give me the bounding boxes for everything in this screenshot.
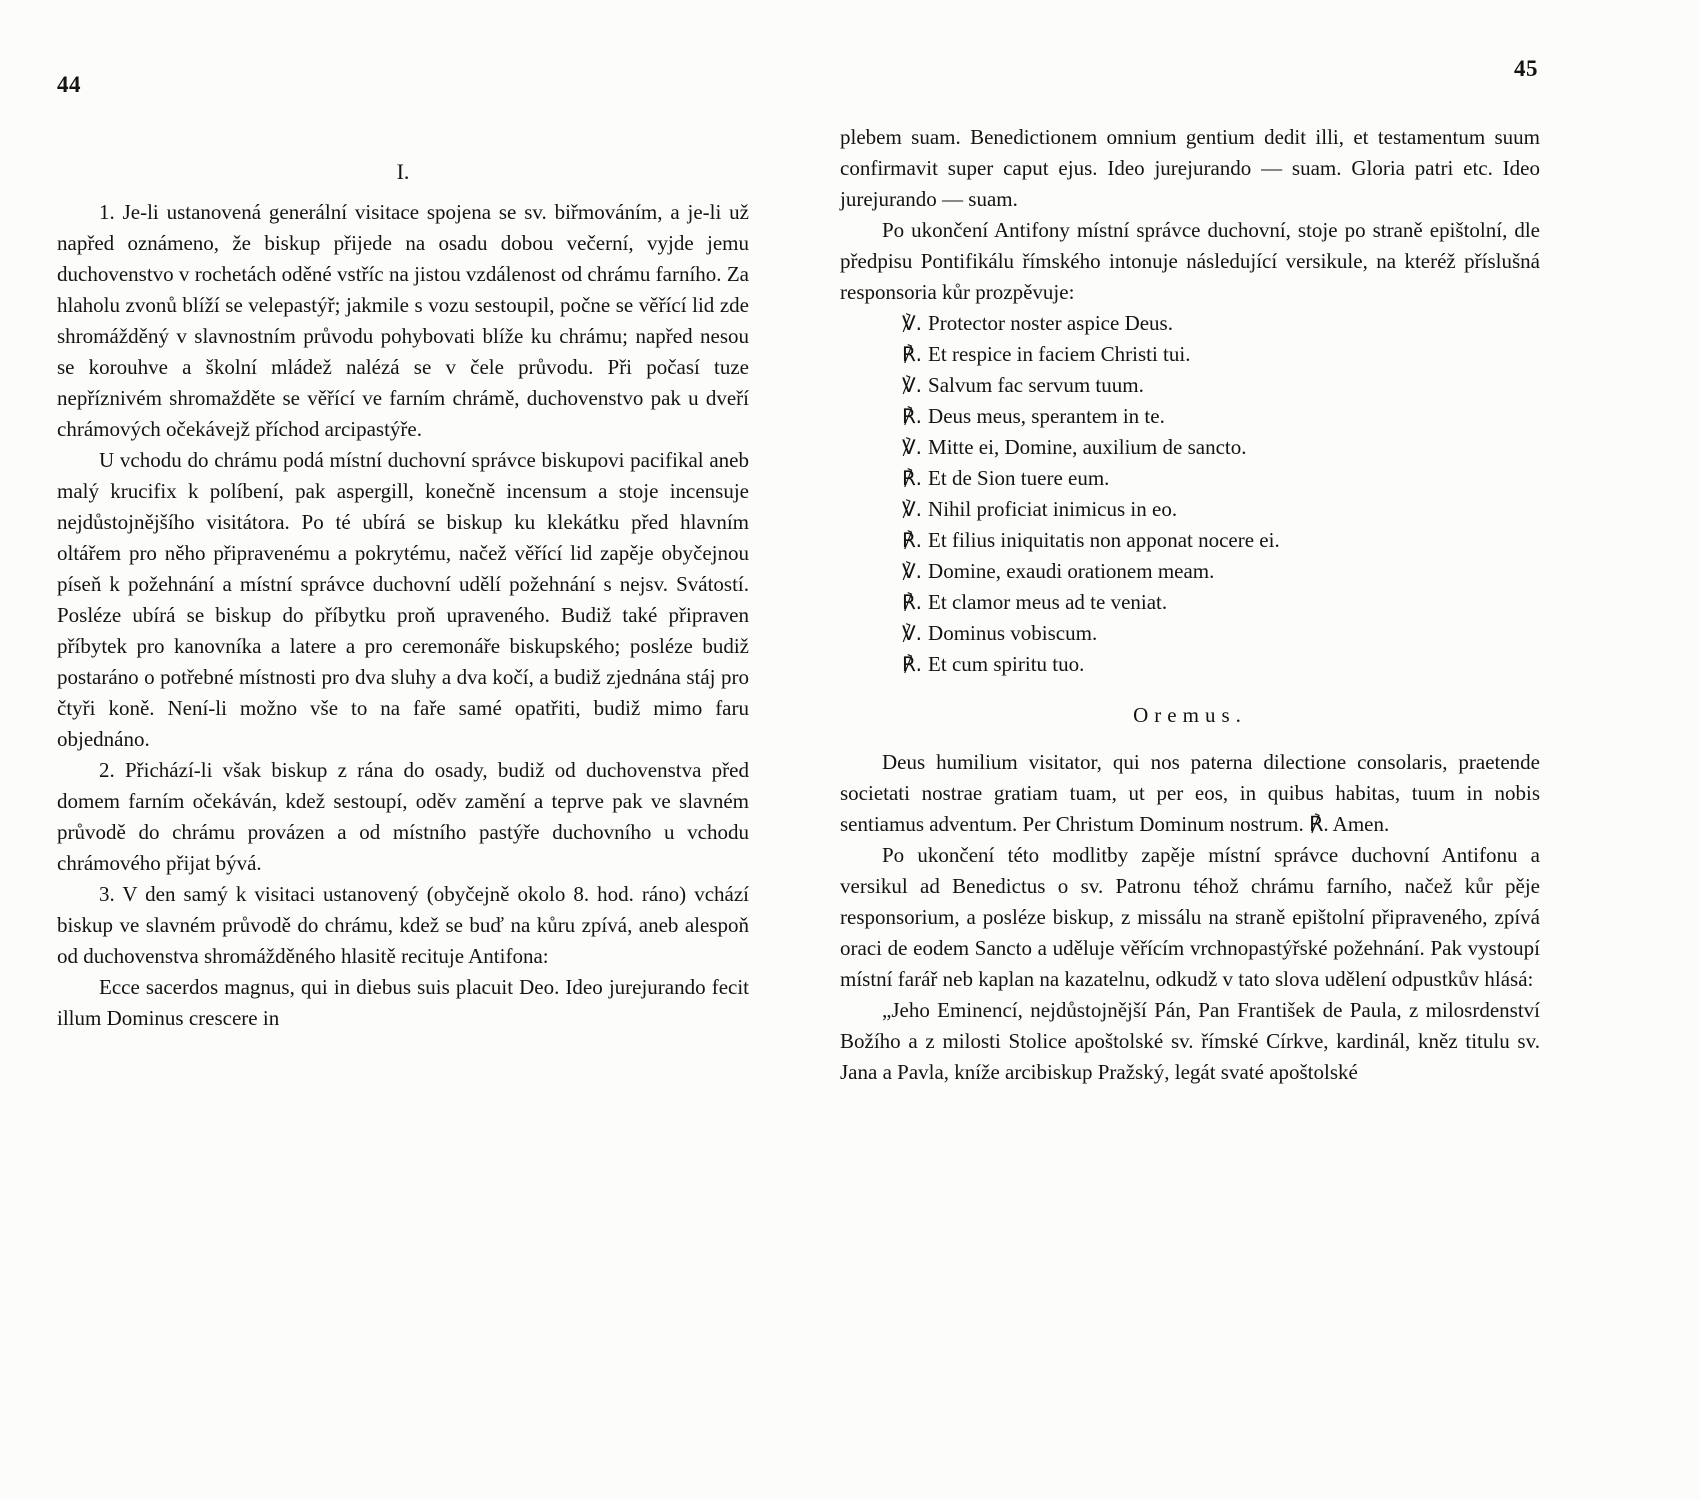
versicle-text: Et clamor meus ad te veniat. (928, 590, 1168, 614)
paragraph-antiphon-start: Ecce sacerdos magnus, qui in diebus suis placuit Deo. Ideo jurejurando fecit illum Dominus crescere in (57, 975, 749, 1030)
paragraph-2: U vchodu do chrámu podá místní duchovní správce biskupovi pacifikal aneb malý krucifix k políbení, pak aspergill, konečně incensum a stoje incensuje nejdůstojnějšího visitátora. Po té ubírá se biskup ku klekátku před hlavním oltářem pro něho připravenému a pokrytému, načež věřící lid zapěje obyčejnou píseň k požehnání a místní správce duchovní udělí požehnání s nejsv. Svátostí. Posléze ubírá se biskup do příbytku proň upraveného. Budiž také připraven příbytek pro kanovníka a latere a pro ceremonáře biskupského; posléze budiž postaráno o potřebné místnosti pro dva sluhy a dva kočí, a budiž zjednána stáj pro čtyři koně. Není-li možno vše to na faře samé opatřiti, budiž mimo faru objednáno. (57, 448, 749, 751)
response-mark: ℟. (902, 652, 923, 676)
versicle-row (902, 370, 1540, 401)
versicle-text: Salvum fac servum tuum. (928, 373, 1144, 397)
versicle-row (902, 339, 1540, 370)
versicle-mark: ℣. (902, 373, 923, 397)
versicle-text: Et respice in faciem Christi tui. (928, 342, 1191, 366)
versicle-row (902, 649, 1540, 680)
versicle-text: Et filius iniquitatis non apponat nocere ei. (928, 528, 1280, 552)
paragraph-after-prayer: Po ukončení této modlitby zapěje místní správce duchovní Antifonu a versikul ad Benedictus o sv. Patronu téhož chrámu farního, načež kůr pěje responsorium, a posléze biskup, z missálu na straně epištolní připraveného, zpívá oraci de eodem Sancto a uděluje věřícím vrchnopastýřské požehnání. Pak vystoupí místní farář neb kaplan na kazatelnu, odkudž v tato slova udělení odpustkův hlásá: (840, 843, 1540, 991)
paragraph-4: 3. V den samý k visitaci ustanovený (obyčejně okolo 8. hod. ráno) vchází biskup ve slavném průvodě do chrámu, kdež se buď na kůru zpívá, aneb alespoň od duchovenstva shromážděného hlasitě recituje Antifona: (57, 882, 749, 968)
versicle-row (902, 525, 1540, 556)
response-mark: ℟. (902, 404, 923, 428)
versicle-text: Deus meus, sperantem in te. (928, 404, 1165, 428)
paragraph-3: 2. Přichází-li však biskup z rána do osady, budiž od duchovenstva před domem farním očekáván, kdež sestoupí, oděv zamění a teprve pak ve slavném průvodě do chrámu provázen a od místního pastýře duchovního u vchodu chrámového přijat bývá. (57, 758, 749, 875)
quote-paragraph: „Jeho Eminencí, nejdůstojnější Pán, Pan František de Paula, z milosrdenství Božího a z milosti Stolice apoštolské sv. římské Církve, kardinál, kněz titulu sv. Jana a Pavla, kníže arcibiskup Pražský, legát svaté apoštolské (840, 998, 1540, 1084)
versicle-mark: ℣. (902, 435, 923, 459)
page-number-right: 45 (1514, 56, 1538, 81)
versicle-list (840, 308, 1540, 680)
versicle-mark: ℣. (902, 497, 923, 521)
versicle-text: Et de Sion tuere eum. (928, 466, 1110, 490)
versicle-row (902, 494, 1540, 525)
versicle-mark: ℣. (902, 621, 923, 645)
response-mark: ℟. (902, 590, 923, 614)
response-mark: ℟. (902, 528, 923, 552)
versicle-row (902, 587, 1540, 618)
versicle-row (902, 401, 1540, 432)
versicle-row (902, 463, 1540, 494)
versicle-row (902, 308, 1540, 339)
versicle-row (902, 556, 1540, 587)
versicle-text: Domine, exaudi orationem meam. (928, 559, 1215, 583)
left-page-text-column (57, 156, 749, 1034)
versicle-text: Protector noster aspice Deus. (928, 311, 1173, 335)
versicle-mark: ℣. (902, 311, 923, 335)
right-page-text-column (840, 122, 1540, 1088)
versicle-text: Dominus vobiscum. (928, 621, 1098, 645)
versicle-row (902, 618, 1540, 649)
versicle-text: Et cum spiritu tuo. (928, 652, 1085, 676)
response-mark: ℟. (902, 342, 923, 366)
versicle-text: Nihil proficiat inimicus in eo. (928, 497, 1178, 521)
prayer-paragraph: Deus humilium visitator, qui nos paterna dilectione consolaris, praetende societati nostrae gratiam tuam, ut per eos, in quibus habitas, tuum in nobis sentiamus adventum. Per Christum Dominum nostrum. ℟. Amen. (840, 750, 1540, 836)
paragraph-versicle-intro: Po ukončení Antifony místní správce duchovní, stoje po straně epištolní, dle předpisu Pontifikálu římského intonuje následující versikule, na kteréž příslušná responsoria kůr prozpěvuje: (840, 218, 1540, 304)
section-heading: I. (396, 159, 410, 184)
response-mark: ℟. (902, 466, 923, 490)
versicle-row (902, 432, 1540, 463)
versicle-mark: ℣. (902, 559, 923, 583)
paragraph-antiphon-continuation: plebem suam. Benedictionem omnium gentium dedit illi, et testamentum suum confirmavit super caput ejus. Ideo jurejurando — suam. Gloria patri etc. Ideo jurejurando — suam. (840, 125, 1540, 211)
page-number-left: 44 (57, 72, 81, 97)
oremus-heading: Oremus. (1133, 703, 1247, 727)
versicle-text: Mitte ei, Domine, auxilium de sancto. (928, 435, 1247, 459)
paragraph-1: 1. Je-li ustanovená generální visitace spojena se sv. biřmováním, a je-li už napřed oznámeno, že biskup přijede na osadu dobou večerní, vyjde jemu duchovenstvo v rochetách oděné vstříc na jistou vzdálenost od chrámu farního. Za hlaholu zvonů blíží se velepastýř; jakmile s vozu sestoupil, počne se věřící lid zde shromážděný v slavnostním průvodu pohybovati blíže ku chrámu; napřed nesou se korouhve a školní mládež nalézá se v čele průvodu. Při počasí tuze nepříznivém shromažděte se věřící ve farním chrámě, duchovenstvo pak u dveří chrámových očekávejž příchod arcipastýře. (57, 200, 749, 441)
